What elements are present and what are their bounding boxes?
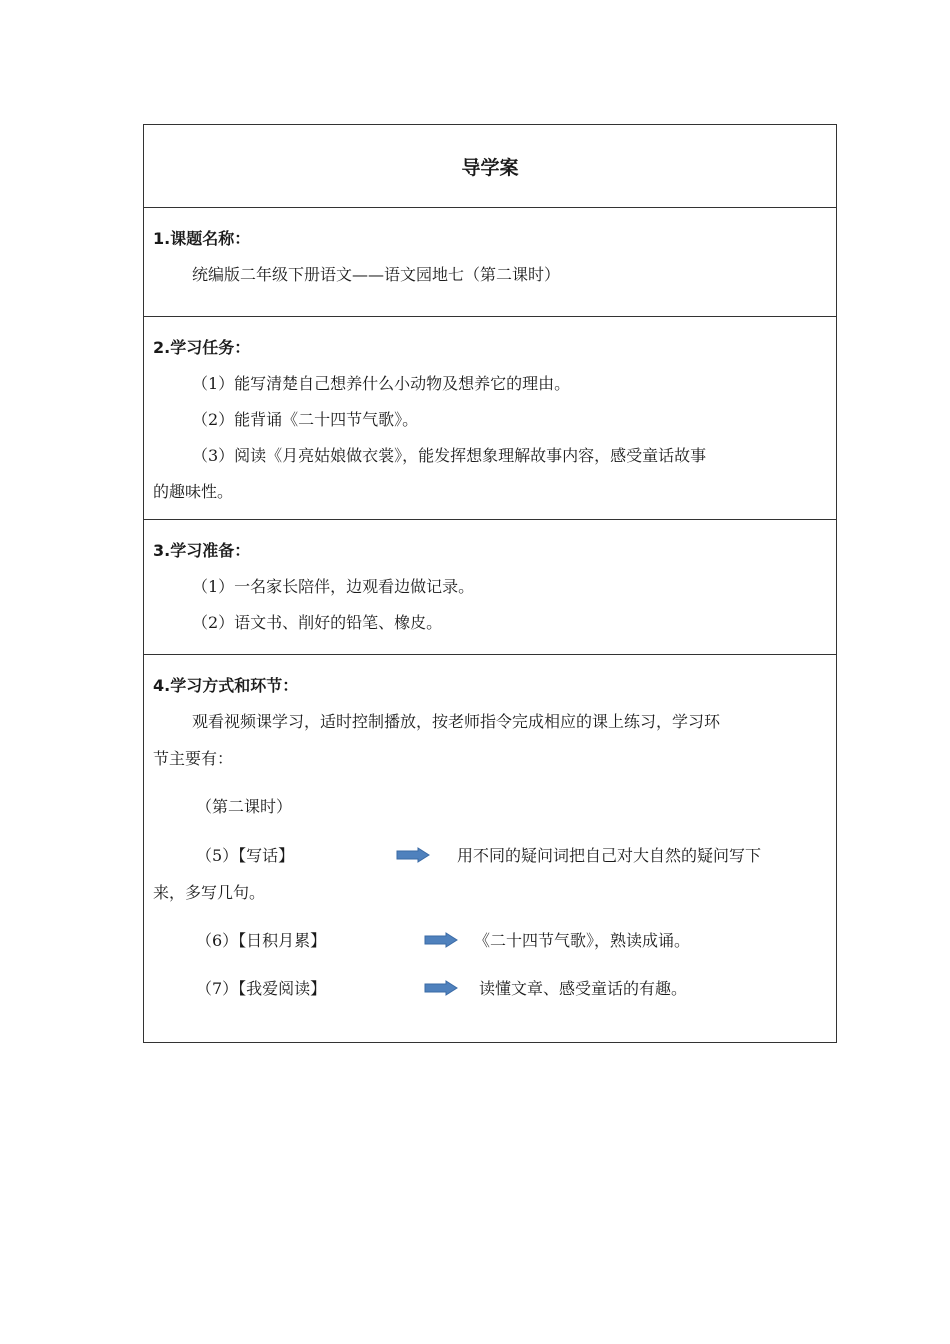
section3-heading: 3.学习准备： [153,541,251,560]
step-label: （5）【写话】 [196,846,295,865]
lesson-label: （第二课时） [196,797,293,816]
step-label: （7）【我爱阅读】 [196,979,327,998]
prep-item: （2）语文书、削好的铅笔、橡皮。 [192,613,443,632]
methods-intro-line1: 观看视频课学习，适时控制播放，按老师指令完成相应的课上练习，学习环 [192,712,721,731]
section-tasks [144,316,836,519]
section2-heading: 2.学习任务： [153,338,251,357]
step-desc: 读懂文章、感受童话的有趣。 [479,979,688,998]
arrow-right-icon [424,980,458,996]
section-preparation [144,519,836,654]
section-course-name [144,207,836,316]
step-desc: 用不同的疑问词把自己对大自然的疑问写下 [457,846,762,865]
step-label: （6）【日积月累】 [196,931,327,950]
task-item: （2）能背诵《二十四节气歌》。 [192,410,419,429]
section-methods [144,654,836,1042]
course-name-text: 统编版二年级下册语文——语文园地七（第二课时） [192,265,561,284]
task-item: （1）能写清楚自己想养什么小动物及想养它的理由。 [192,374,571,393]
title-row [144,125,836,207]
task-item: （3）阅读《月亮姑娘做衣裳》，能发挥想象理解故事内容，感受童话故事 [192,446,707,465]
prep-item: （1）一名家长陪伴，边观看边做记录。 [192,577,475,596]
task-item-continued: 的趣味性。 [153,482,234,501]
arrow-right-icon [396,847,430,863]
section4-heading: 4.学习方式和环节： [153,676,299,695]
methods-intro-line2: 节主要有： [153,749,234,768]
arrow-right-icon [424,932,458,948]
page-title: 导学案 [461,156,519,179]
step-desc: 《二十四节气歌》，熟读成诵。 [474,931,691,950]
section1-heading: 1.课题名称： [153,229,251,248]
step-desc-continued: 来，多写几句。 [153,883,266,902]
guide-table [143,124,837,1043]
